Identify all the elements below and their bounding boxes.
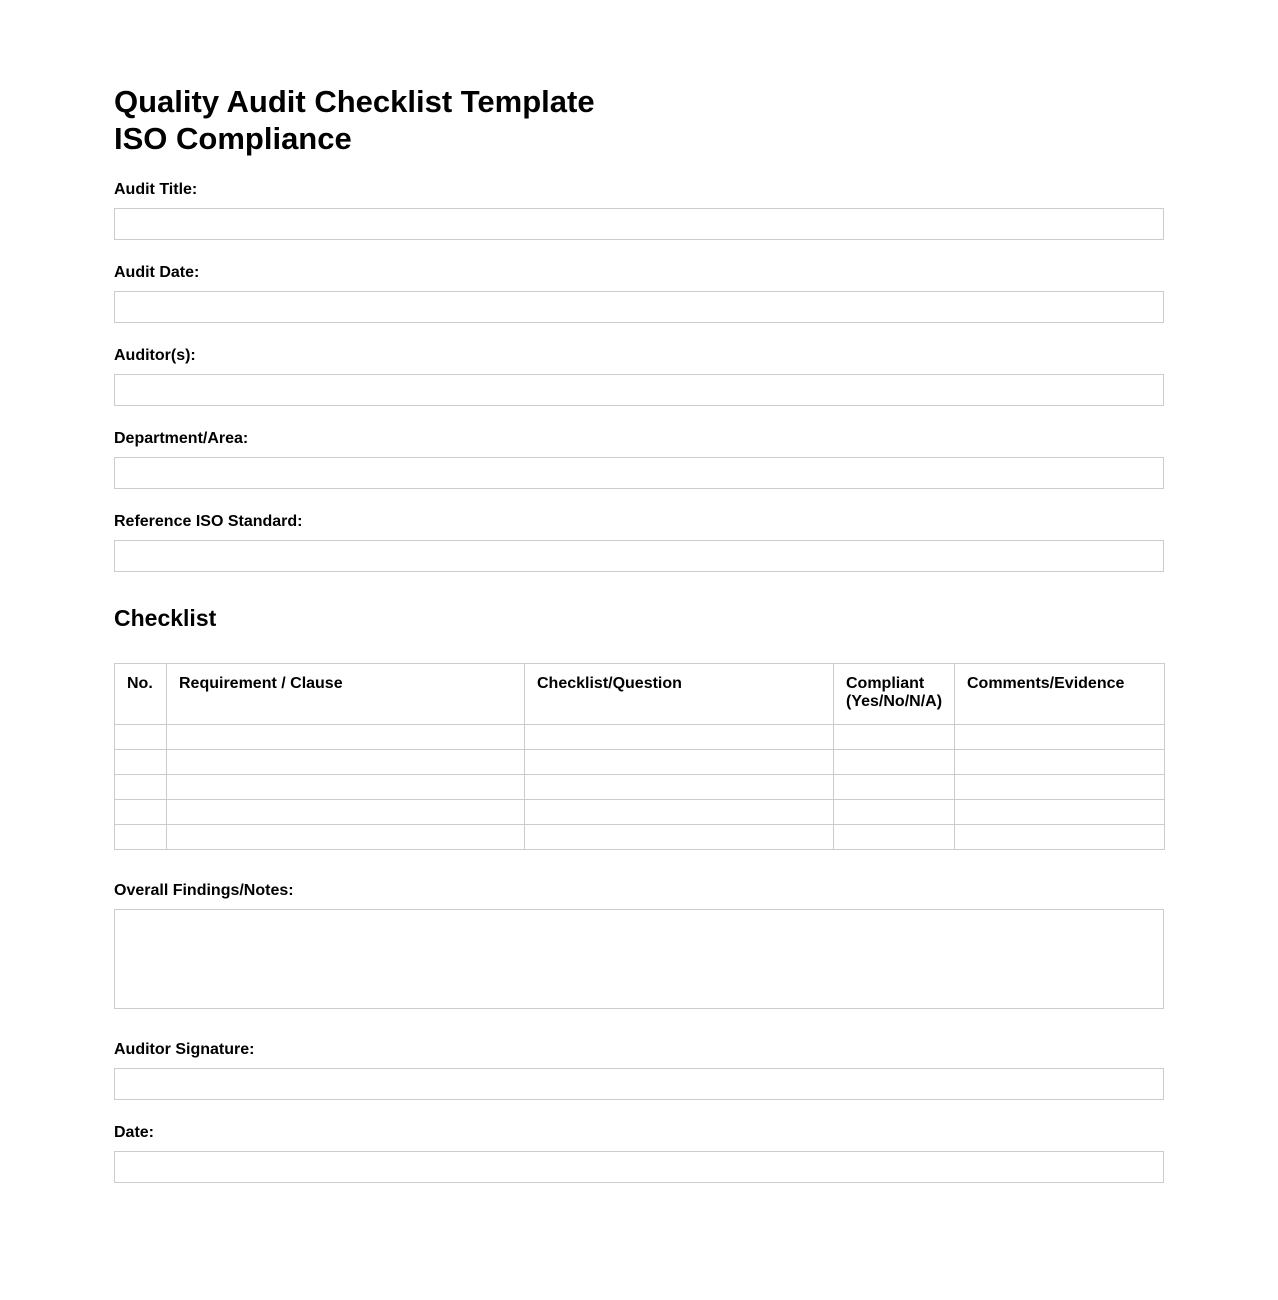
cell-compliant[interactable] xyxy=(834,775,955,800)
cell-question[interactable] xyxy=(525,725,834,750)
cell-comments[interactable] xyxy=(955,775,1165,800)
audit-checklist-document xyxy=(114,83,1164,1183)
iso-standard-input[interactable] xyxy=(114,540,1164,572)
sign-date-field-group xyxy=(114,1124,1164,1183)
audit-title-input[interactable] xyxy=(114,208,1164,240)
cell-no[interactable] xyxy=(115,750,167,775)
table-row xyxy=(115,825,1165,850)
signature-fields xyxy=(114,1041,1164,1183)
column-header-comments: Comments/Evidence xyxy=(955,664,1165,725)
cell-compliant[interactable] xyxy=(834,825,955,850)
cell-no[interactable] xyxy=(115,725,167,750)
auditor-signature-label: Auditor Signature: xyxy=(114,1041,255,1058)
overall-findings-textarea[interactable] xyxy=(114,909,1164,1009)
checklist-heading: Checklist xyxy=(114,605,217,631)
cell-question[interactable] xyxy=(525,800,834,825)
audit-title-label: Audit Title: xyxy=(114,181,198,198)
overall-findings-label: Overall Findings/Notes: xyxy=(114,882,294,899)
iso-standard-label: Reference ISO Standard: xyxy=(114,513,303,530)
cell-compliant[interactable] xyxy=(834,725,955,750)
cell-no[interactable] xyxy=(115,775,167,800)
page-title xyxy=(114,83,1164,157)
department-label: Department/Area: xyxy=(114,430,249,447)
cell-question[interactable] xyxy=(525,775,834,800)
department-input[interactable] xyxy=(114,457,1164,489)
cell-requirement[interactable] xyxy=(167,750,525,775)
checklist-header-row xyxy=(115,664,1165,725)
column-header-no: No. xyxy=(115,664,167,725)
cell-compliant[interactable] xyxy=(834,750,955,775)
checklist-table xyxy=(114,663,1165,850)
cell-comments[interactable] xyxy=(955,800,1165,825)
column-header-requirement: Requirement / Clause xyxy=(167,664,525,725)
auditor-signature-input[interactable] xyxy=(114,1068,1164,1100)
audit-info-fields xyxy=(114,181,1164,572)
sign-date-input[interactable] xyxy=(114,1151,1164,1183)
auditors-label: Auditor(s): xyxy=(114,347,196,364)
table-row xyxy=(115,775,1165,800)
auditors-field-group xyxy=(114,347,1164,406)
page-title-line-1: Quality Audit Checklist Template xyxy=(114,84,595,119)
cell-requirement[interactable] xyxy=(167,800,525,825)
cell-comments[interactable] xyxy=(955,725,1165,750)
cell-requirement[interactable] xyxy=(167,775,525,800)
auditor-signature-field-group xyxy=(114,1041,1164,1100)
cell-no[interactable] xyxy=(115,825,167,850)
cell-comments[interactable] xyxy=(955,750,1165,775)
table-row xyxy=(115,800,1165,825)
audit-date-label: Audit Date: xyxy=(114,264,200,281)
auditors-input[interactable] xyxy=(114,374,1164,406)
page-title-line-2: ISO Compliance xyxy=(114,121,352,156)
department-field-group xyxy=(114,430,1164,489)
audit-date-input[interactable] xyxy=(114,291,1164,323)
table-row xyxy=(115,725,1165,750)
cell-requirement[interactable] xyxy=(167,725,525,750)
column-header-compliant: Compliant (Yes/No/N/A) xyxy=(834,664,955,725)
cell-no[interactable] xyxy=(115,800,167,825)
cell-compliant[interactable] xyxy=(834,800,955,825)
audit-title-field-group xyxy=(114,181,1164,240)
column-header-question: Checklist/Question xyxy=(525,664,834,725)
cell-requirement[interactable] xyxy=(167,825,525,850)
iso-standard-field-group xyxy=(114,513,1164,572)
table-row xyxy=(115,750,1165,775)
cell-question[interactable] xyxy=(525,825,834,850)
cell-question[interactable] xyxy=(525,750,834,775)
audit-date-field-group xyxy=(114,264,1164,323)
sign-date-label: Date: xyxy=(114,1124,155,1141)
overall-findings-field-group xyxy=(114,882,1164,1009)
cell-comments[interactable] xyxy=(955,825,1165,850)
